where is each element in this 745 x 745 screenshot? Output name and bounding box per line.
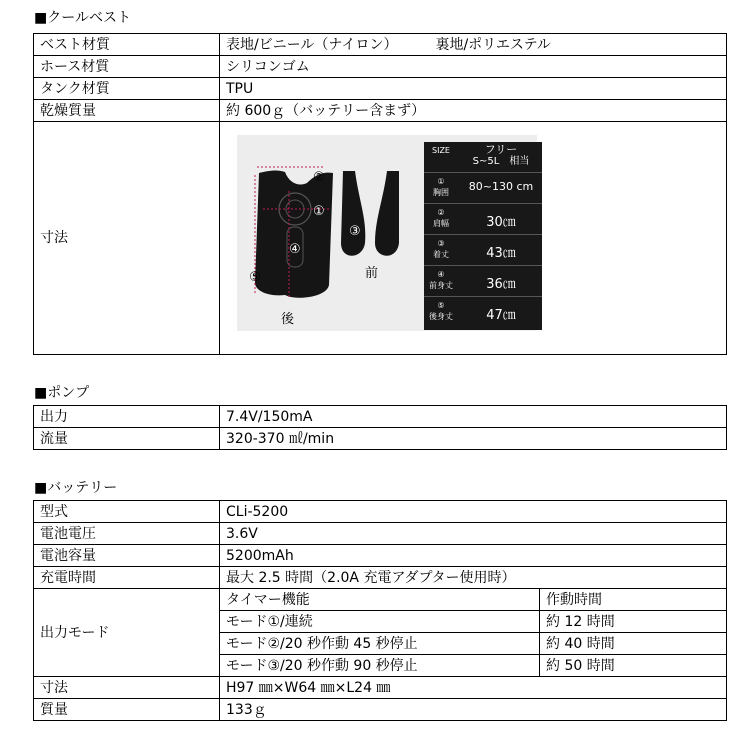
table-row	[34, 122, 727, 355]
size-row-name: 前身丈	[429, 281, 453, 290]
row-value: H97 ㎜×W64 ㎜×L24 ㎜	[220, 677, 727, 699]
table-row	[34, 100, 727, 122]
table-row	[34, 677, 727, 699]
value-outer: 表地/ビニール（ナイロン）	[226, 36, 398, 53]
row-value: 133ｇ	[220, 699, 727, 721]
table-row	[34, 545, 727, 567]
size-row-num: ⑤	[437, 301, 445, 310]
front-label: 前	[365, 266, 379, 281]
mode-function: モード①/連続	[220, 611, 540, 633]
row-label: 充電時間	[34, 567, 220, 589]
size-col-header-1: フリー	[484, 143, 518, 156]
section-title-battery: ■バッテリー	[34, 480, 118, 496]
mode-time: 約 12 時間	[540, 611, 727, 633]
marker-2: ②	[313, 170, 325, 185]
size-row-name: 肩幅	[433, 219, 449, 228]
row-label: 乾燥質量	[34, 100, 220, 122]
marker-1: ①	[313, 204, 325, 219]
pump-spec-table	[33, 405, 727, 450]
row-label: ベスト材質	[34, 34, 220, 56]
mode-time: 約 40 時間	[540, 633, 727, 655]
back-label: 後	[281, 312, 295, 327]
size-row-value: 47㎝	[486, 308, 516, 323]
size-row	[424, 203, 542, 235]
table-row	[34, 699, 727, 721]
size-row	[424, 172, 542, 204]
vest-front-right	[375, 171, 399, 256]
size-row	[424, 265, 542, 297]
mode-time: 約 50 時間	[540, 655, 727, 677]
size-row	[424, 234, 542, 266]
table-row	[34, 589, 727, 611]
table-row	[34, 34, 727, 56]
mode-function: モード②/20 秒作動 45 秒停止	[220, 633, 540, 655]
table-row	[34, 56, 727, 78]
row-label: 出力	[34, 406, 220, 428]
table-row	[34, 406, 727, 428]
vest-spec-table	[33, 33, 727, 355]
table-row	[34, 567, 727, 589]
size-header: SIZE	[432, 146, 450, 155]
row-label: 電池容量	[34, 545, 220, 567]
mode-header-time: 作動時間	[540, 589, 727, 611]
battery-spec-table	[33, 500, 727, 721]
table-row	[34, 78, 727, 100]
size-row-num: ①	[437, 177, 445, 186]
table-row	[34, 501, 727, 523]
row-label: 質量	[34, 699, 220, 721]
row-value: 320-370 ㎖/min	[220, 428, 727, 450]
section-title-vest: ■クールベスト	[34, 10, 131, 26]
mode-function: モード③/20 秒作動 90 秒停止	[220, 655, 540, 677]
row-label: 型式	[34, 501, 220, 523]
size-col-header-2: S~5L 相当	[472, 156, 530, 167]
row-value: 7.4V/150mA	[220, 406, 727, 428]
row-value: CLi-5200	[220, 501, 727, 523]
vest-front-left	[341, 171, 365, 256]
row-label: タンク材質	[34, 78, 220, 100]
row-label: 寸法	[34, 122, 220, 355]
size-row-value: 43㎝	[486, 246, 516, 261]
size-row-value: 36㎝	[486, 277, 516, 292]
size-chart	[424, 142, 542, 330]
table-row	[34, 523, 727, 545]
row-value: 約 600ｇ（バッテリー含まず）	[220, 100, 727, 122]
row-value: TPU	[220, 78, 727, 100]
size-row-name: 後身丈	[429, 312, 453, 321]
size-row-name: 着丈	[433, 250, 449, 259]
row-label: 電池電圧	[34, 523, 220, 545]
section-title-pump: ■ポンプ	[34, 385, 90, 401]
size-row-name: 胸囲	[433, 188, 449, 197]
row-value: 最大 2.5 時間（2.0A 充電アダプター使用時）	[220, 567, 727, 589]
size-row-value: 30㎝	[486, 215, 516, 230]
row-label: 流量	[34, 428, 220, 450]
row-value: 3.6V	[220, 523, 727, 545]
row-value: 5200mAh	[220, 545, 727, 567]
size-row	[424, 296, 542, 330]
row-value	[220, 34, 727, 56]
row-value: シリコンゴム	[220, 56, 727, 78]
marker-5: ⑤	[249, 270, 261, 285]
vest-back-shape	[255, 170, 333, 297]
marker-4-back: ④	[289, 242, 301, 257]
mode-label: 出力モード	[34, 589, 220, 677]
size-row-value: 80~130 cm	[468, 180, 534, 193]
size-row-num: ④	[437, 270, 445, 279]
size-row-num: ③	[437, 239, 445, 248]
marker-3: ③	[349, 224, 361, 239]
row-label: 寸法	[34, 677, 220, 699]
value-inner: 裏地/ポリエステル	[435, 36, 551, 53]
mode-header-function: タイマー機能	[220, 589, 540, 611]
size-row-num: ②	[437, 208, 445, 217]
row-label: ホース材質	[34, 56, 220, 78]
table-row	[34, 428, 727, 450]
